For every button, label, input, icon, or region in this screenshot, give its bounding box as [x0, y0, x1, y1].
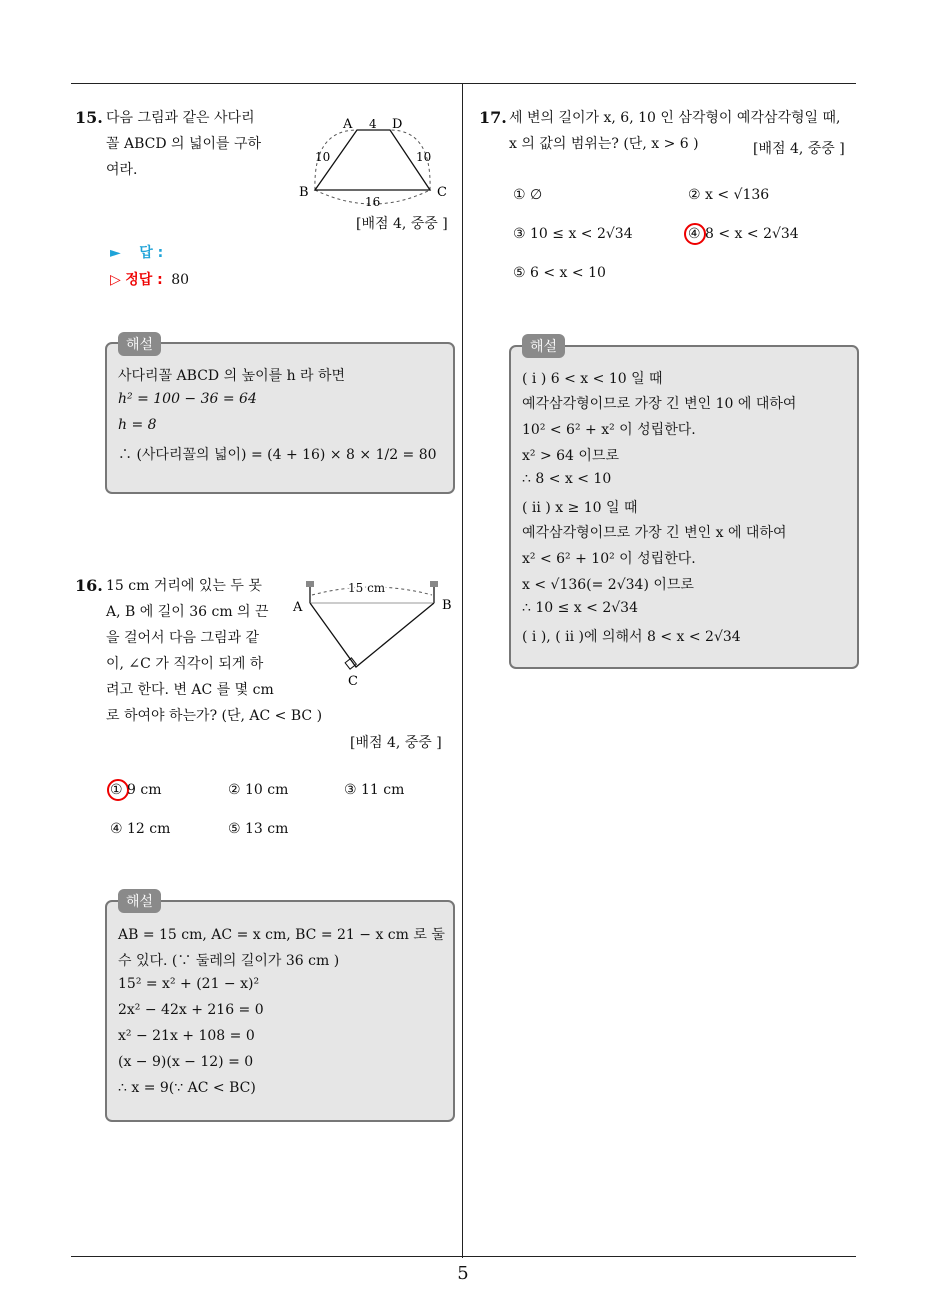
- q17-explain-line: x < √136(= 2√34) 이므로: [522, 577, 694, 593]
- q15-line: 꼴 ABCD 의 넓이를 구하: [106, 136, 262, 152]
- q15-correct-label: 정답 :: [125, 272, 163, 288]
- q17-explain-line: 10² < 6² + x² 이 성립한다.: [522, 422, 696, 438]
- q15-label-d: D: [392, 117, 403, 132]
- bottom-rule: [71, 1256, 856, 1257]
- q17-explain-line: 예각삼각형이므로 가장 긴 변인 10 에 대하여: [522, 396, 797, 412]
- q15-explain-line: 사다리꼴 ABCD 의 높이를 h 라 하면: [118, 368, 346, 384]
- q17-explain-line: ( ii ) x ≥ 10 일 때: [522, 500, 638, 516]
- q15-explain-line: h² = 100 − 36 = 64: [118, 391, 257, 407]
- q17-option-2[interactable]: ② x < √136: [688, 187, 770, 203]
- q15-number: 15.: [75, 108, 103, 127]
- q15-answer-row: [110, 242, 163, 262]
- q17-line: x 의 값의 범위는? (단, x > 6 ): [509, 136, 699, 152]
- q15-trapezoid-figure: [295, 110, 460, 215]
- column-divider: [462, 83, 463, 1258]
- q16-line: 로 하여야 하는가? (단, AC < BC ): [106, 708, 323, 724]
- q17-explain-line: x² > 64 이므로: [522, 448, 619, 464]
- q16-text: [106, 573, 323, 729]
- top-rule: [71, 83, 856, 84]
- q17-line: 세 변의 길이가 x, 6, 10 인 삼각형이 예각삼각형일 때,: [509, 110, 841, 126]
- q16-dist-label: 15 cm: [348, 581, 386, 595]
- q16-option-2[interactable]: ② 10 cm: [228, 782, 289, 798]
- q15-label-left: 10: [315, 150, 331, 164]
- q16-explain-line: AB = 15 cm, AC = x cm, BC = 21 − x cm 로 둘: [118, 927, 445, 943]
- q15-label-right: 10: [416, 150, 432, 164]
- q15-line: 다음 그림과 같은 사다리: [106, 110, 255, 126]
- q15-text: [106, 105, 286, 183]
- q16-line: 을 걸어서 다음 그림과 같: [106, 630, 260, 646]
- q16-label-a: A: [293, 600, 303, 615]
- page-number: 5: [457, 1263, 469, 1284]
- q15-label-a: A: [343, 117, 353, 132]
- q16-explain-line: ∴ x = 9(∵ AC < BC): [118, 1080, 256, 1096]
- q15-line: 여라.: [106, 162, 138, 178]
- q15-level: [배점 4, 중중 ]: [356, 216, 448, 232]
- q16-explanation-tag: 해설: [118, 889, 161, 913]
- q17-explain-line: ( i ) 6 < x < 10 일 때: [522, 371, 663, 387]
- q16-option-4[interactable]: ④ 12 cm: [110, 821, 171, 837]
- q16-line: 이, ∠C 가 직각이 되게 하: [106, 656, 264, 672]
- q15-label-c: C: [437, 185, 447, 200]
- q17-option-5[interactable]: ⑤ 6 < x < 10: [513, 265, 606, 281]
- q17-explain-line: x² < 6² + 10² 이 성립한다.: [522, 551, 696, 567]
- q15-correct-row: [110, 269, 189, 289]
- q17-explanation-tag: 해설: [522, 334, 565, 358]
- play-icon: ►: [110, 245, 121, 261]
- q15-explain-line: h = 8: [118, 417, 157, 433]
- q16-line: 15 cm 거리에 있는 두 못: [106, 578, 262, 594]
- q17-level: [배점 4, 중중 ]: [753, 141, 845, 157]
- q17-explain-line: ∴ 10 ≤ x < 2√34: [522, 600, 638, 616]
- q16-number: 16.: [75, 576, 103, 595]
- q15-label-top: 4: [369, 117, 377, 131]
- q16-line: A, B 에 길이 36 cm 의 끈: [106, 604, 269, 620]
- q16-explain-line: 15² = x² + (21 − x)²: [118, 976, 260, 992]
- q15-explain-line: ∴ (사다리꼴의 넓이) = (4 + 16) × 8 × 1/2 = 80: [118, 447, 437, 463]
- q16-level: [배점 4, 중중 ]: [350, 735, 442, 751]
- q15-question: [75, 105, 103, 132]
- q17-option-1[interactable]: ① ∅: [513, 187, 543, 203]
- q16-explain-line: x² − 21x + 108 = 0: [118, 1028, 255, 1044]
- q15-correct-value: 80: [171, 272, 190, 288]
- q15-explanation-tag: 해설: [118, 332, 161, 356]
- q17-explain-line: ∴ 8 < x < 10: [522, 471, 612, 487]
- q17-option-4[interactable]: ④ 8 < x < 2√34: [688, 226, 799, 242]
- q17-explain-line: 예각삼각형이므로 가장 긴 변인 x 에 대하여: [522, 525, 787, 541]
- q17-option-3[interactable]: ③ 10 ≤ x < 2√34: [513, 226, 633, 242]
- q16-explain-line: 2x² − 42x + 216 = 0: [118, 1002, 264, 1018]
- q16-triangle-figure: [290, 575, 460, 690]
- q16-option-1[interactable]: ① 9 cm: [110, 782, 162, 798]
- q15-label-b: B: [299, 185, 309, 200]
- q16-option-3[interactable]: ③ 11 cm: [344, 782, 405, 798]
- q16-question: [75, 573, 103, 600]
- q16-line: 려고 한다. 변 AC 를 몇 cm: [106, 682, 274, 698]
- q15-answer-label: 답 :: [139, 245, 164, 261]
- q16-explain-line: (x − 9)(x − 12) = 0: [118, 1054, 254, 1070]
- q16-label-b: B: [442, 598, 452, 613]
- q17-question: [479, 105, 507, 132]
- triangle-outline-icon: ▷: [110, 272, 121, 288]
- q15-label-bottom: 16: [365, 195, 381, 209]
- q17-number: 17.: [479, 108, 507, 127]
- q16-option-5[interactable]: ⑤ 13 cm: [228, 821, 289, 837]
- q16-explain-line: 수 있다. (∵ 둘레의 길이가 36 cm ): [118, 953, 340, 969]
- q16-label-c: C: [348, 674, 358, 689]
- q17-explain-line: ( i ), ( ii )에 의해서 8 < x < 2√34: [522, 629, 741, 645]
